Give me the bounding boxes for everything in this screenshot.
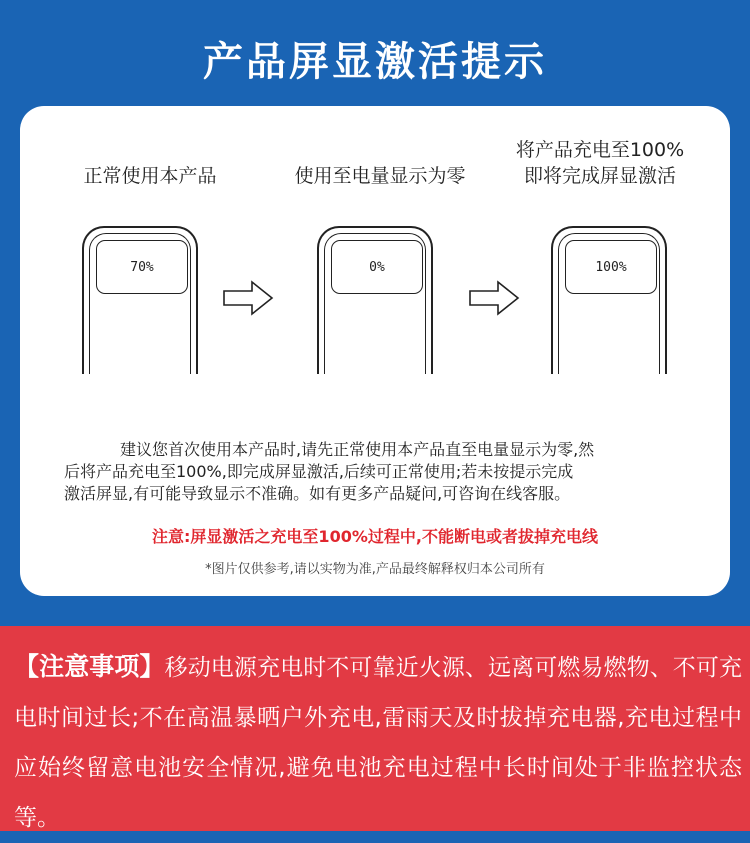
arrow-right-icon: [468, 280, 520, 316]
power-bank-icon: [82, 226, 198, 374]
battery-display: 70%: [96, 240, 188, 294]
notice-body: 移动电源充电时不可靠近火源、远离可燃易燃物、不可充电时间过长;不在高温暴晒户外充电,雷雨天及时拔掉充电器,充电过程中应始终留意电池安全情况,避免电池充电过程中长时间处于非监控状态等。: [14, 655, 742, 831]
step-2-label: 使用至电量显示为零: [294, 165, 466, 187]
arrow-right-icon: [222, 280, 274, 316]
warning-text: 注意:屏显激活之充电至100%过程中,不能断电或者拔掉充电线: [152, 527, 598, 546]
bottom-strip: [0, 831, 750, 843]
power-bank-icon: [317, 226, 433, 374]
battery-display: 0%: [331, 240, 423, 294]
instructions-text: 建议您首次使用本产品时,请先正常使用本产品直至电量显示为零,然 后将产品充电至100%,即完成屏显激活,后续可正常使用;若未按提示完成 激活屏显,有可能导致显示不准确。如有更多产品疑问,可咨询在线客服。: [64, 440, 595, 503]
disclaimer-text: *图片仅供参考,请以实物为准,产品最终解释权归本公司所有: [205, 562, 545, 577]
power-bank-icon: [551, 226, 667, 374]
step-3-label-line1: 将产品充电至100%: [515, 139, 685, 161]
page-title: 产品屏显激活提示: [203, 39, 547, 85]
activation-card: [20, 106, 730, 596]
step-3-label-line2: 即将完成屏显激活: [523, 165, 676, 187]
battery-display: 100%: [565, 240, 657, 294]
notice-heading: 【注意事项】: [14, 652, 165, 681]
step-1-label: 正常使用本产品: [83, 165, 217, 187]
safety-notice: [0, 626, 750, 831]
step-3-label: [485, 137, 715, 189]
